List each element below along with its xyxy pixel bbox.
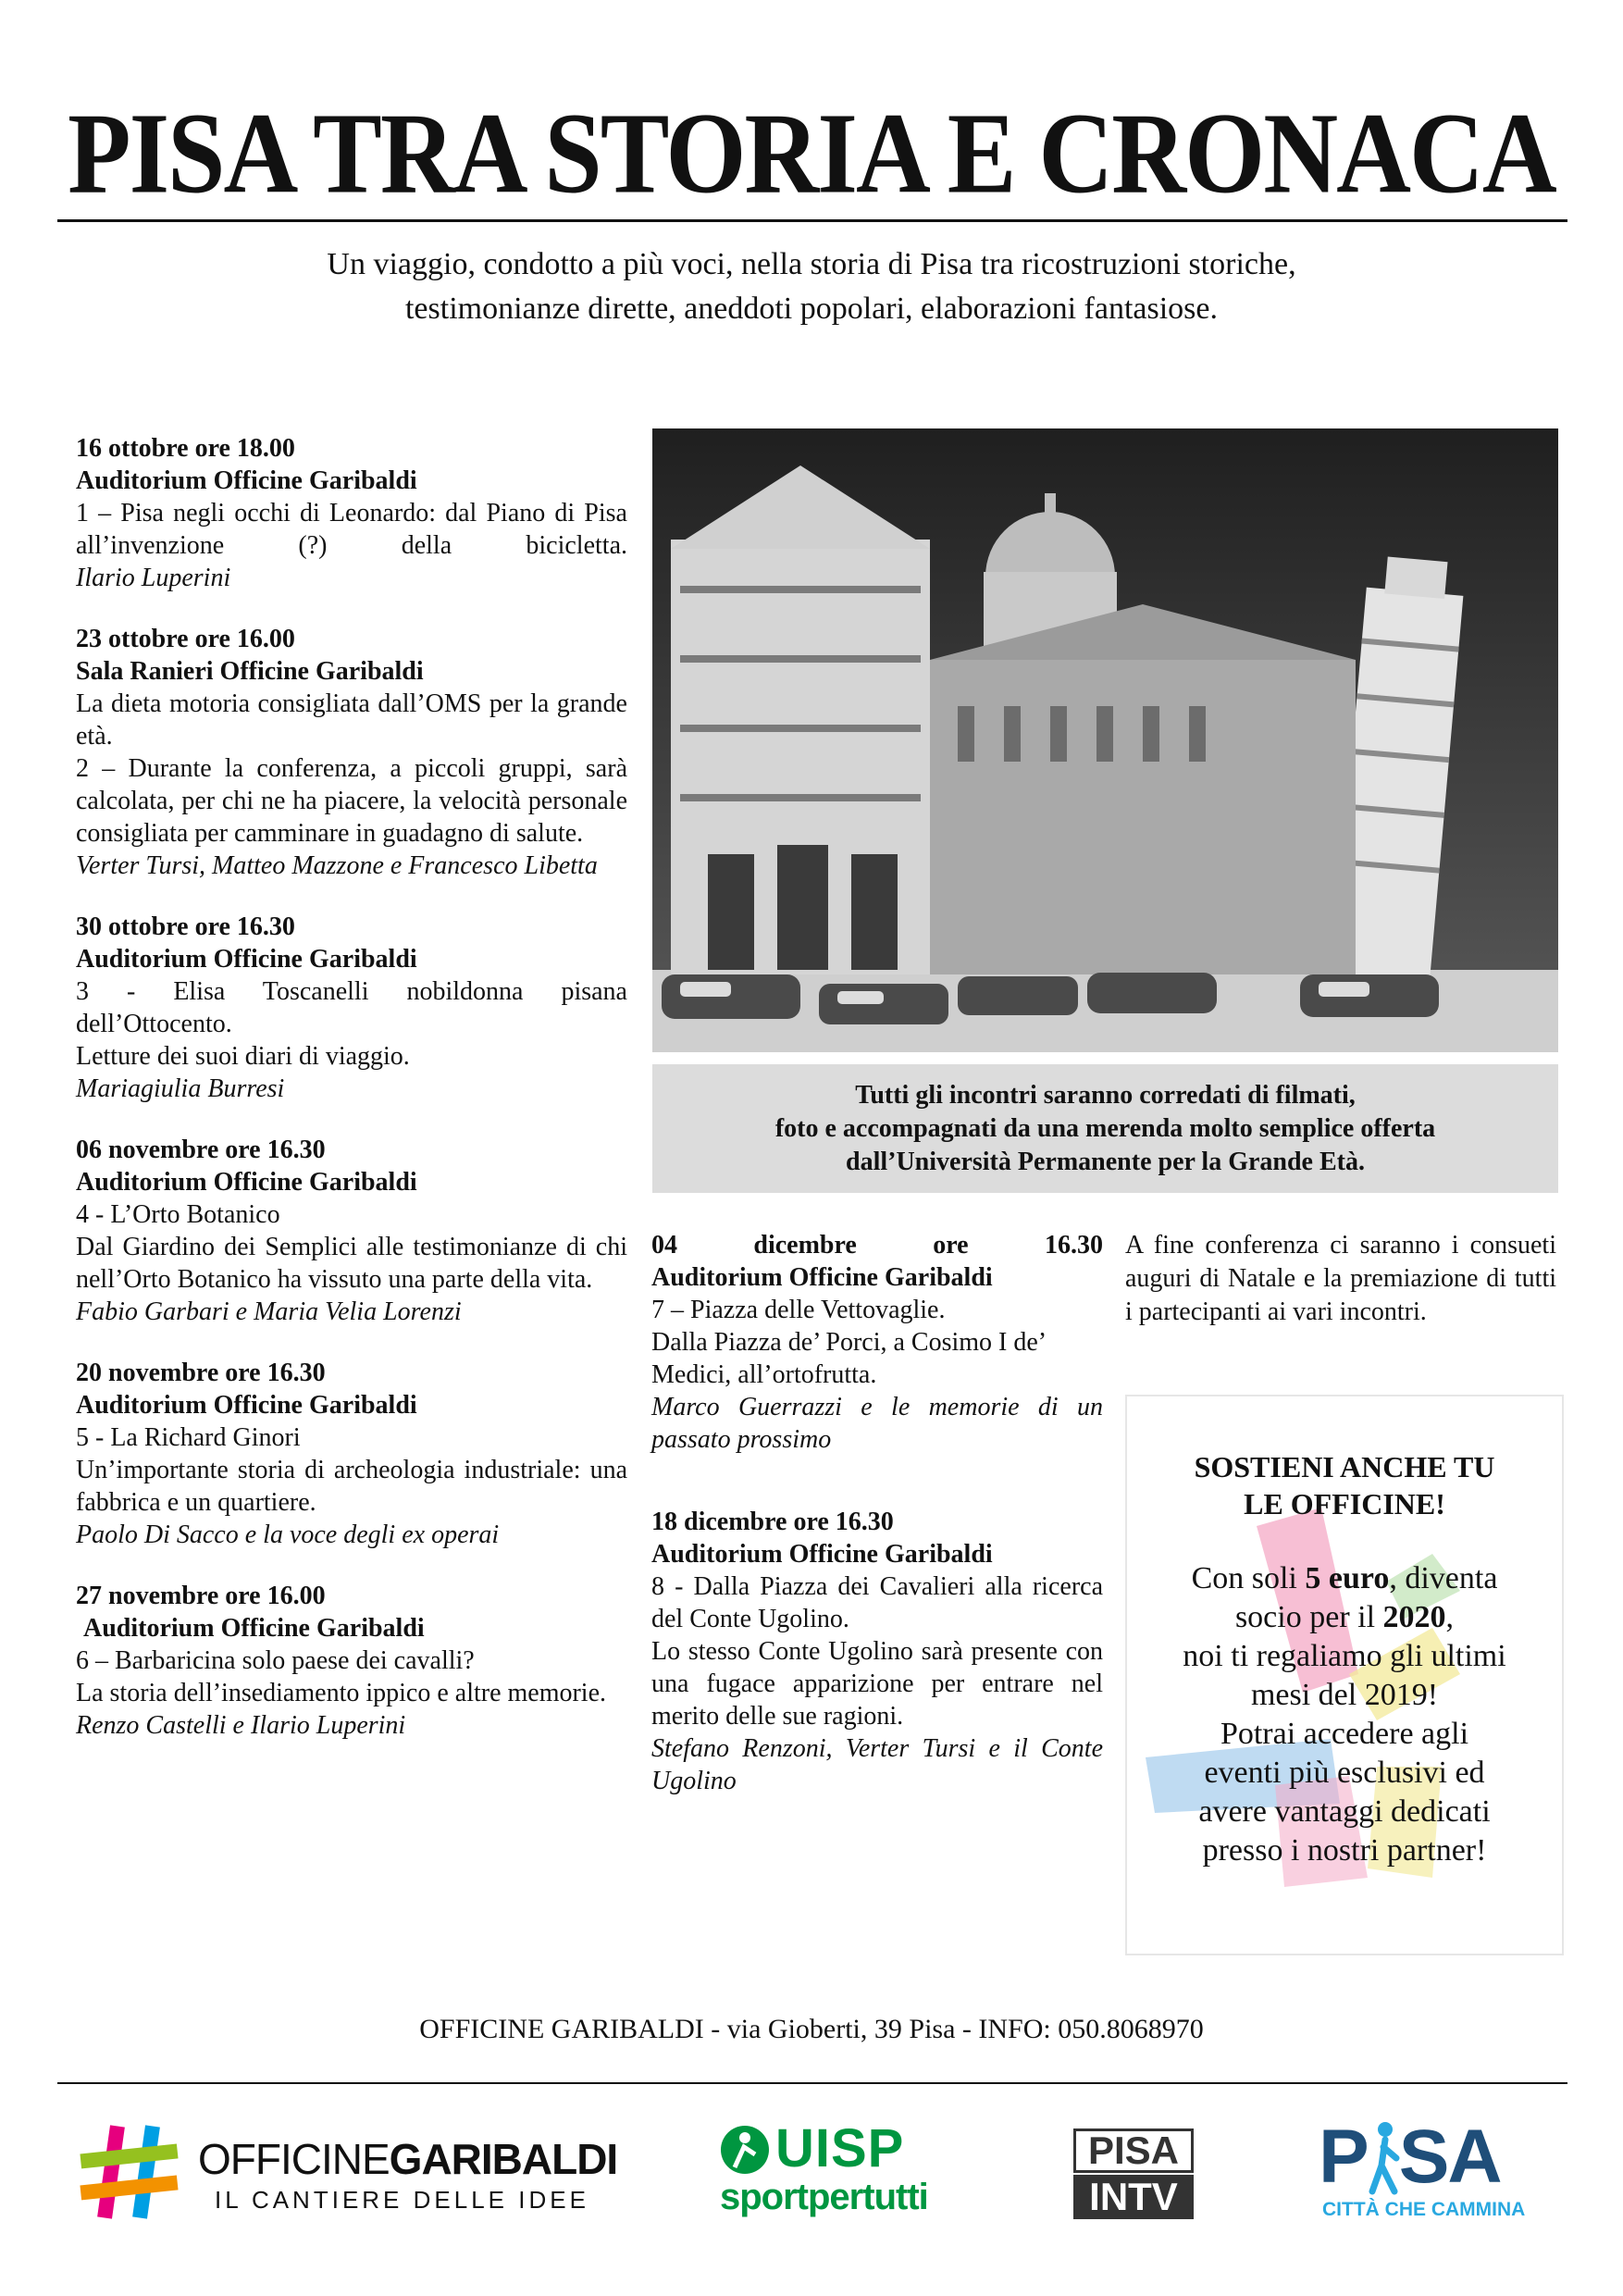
pisa-letter-p: P <box>1319 2115 1368 2199</box>
uisp-tagline: sportpertutti <box>720 2177 928 2217</box>
event-venue: Auditorium Officine Garibaldi <box>76 466 417 495</box>
pisa-tagline: CITTÀ CHE CAMMINA <box>1322 2199 1526 2220</box>
support-member-line <box>1127 1598 1562 1637</box>
subtitle-line: Un viaggio, condotto a più voci, nella storia di Pisa tra ricostruzioni storiche, <box>327 247 1296 281</box>
support-offer-line <box>1127 1559 1562 1598</box>
event-description: 2 – Durante la conferenza, a piccoli gruppi, sarà calcolata, per chi ne ha piacere, la velocità personale consigliata per camminare in guadagno di salute. <box>76 754 627 848</box>
christmas-note: A fine conferenza ci saranno i consueti auguri di Natale e la premiazione di tutti i partecipanti ai vari incontri. <box>1125 1231 1556 1326</box>
event-date: 04 dicembre ore 16.30 <box>651 1231 1103 1260</box>
event-6 <box>76 1580 627 1742</box>
subtitle <box>93 242 1530 331</box>
event-speakers: Stefano Renzoni, Verter Tursi e il Conte Ugolino <box>651 1734 1103 1795</box>
uisp-runner-icon <box>718 2123 772 2177</box>
event-venue: Auditorium Officine Garibaldi <box>83 1614 425 1643</box>
event-date: 23 ottobre ore 16.00 <box>76 625 295 653</box>
caption-line: foto e accompagnati da una merenda molto semplice offerta <box>774 1113 1436 1143</box>
uisp-logo <box>718 2119 959 2221</box>
event-date: 20 novembre ore 16.30 <box>76 1359 326 1387</box>
event-venue: Sala Ranieri Officine Garibaldi <box>76 657 424 686</box>
event-description: 5 - La Richard Ginori <box>76 1423 301 1452</box>
walking-person-icon <box>1367 2121 1404 2195</box>
event-description: 4 - L’Orto Botanico <box>76 1200 280 1229</box>
uisp-name: UISP <box>775 2118 905 2178</box>
support-text: socio per il <box>1234 1600 1383 1634</box>
pisa-wordmark <box>1319 2114 1501 2201</box>
event-description: La dieta motoria consigliata dall’OMS per la grande età. <box>76 689 627 751</box>
event-date: 06 novembre ore 16.30 <box>76 1136 326 1164</box>
officine-tagline: IL CANTIERE DELLE IDEE <box>215 2186 589 2214</box>
footer-divider <box>57 2082 1567 2084</box>
support-line: avere vantaggi dedicati <box>1198 1794 1491 1829</box>
event-description: Dalla Piazza de’ Porci, a Cosimo I de’ Medici, all’ortofrutta. <box>651 1328 1046 1389</box>
support-year: 2020 <box>1382 1600 1446 1634</box>
officine-light: OFFICINE <box>198 2135 390 2183</box>
event-date: 18 dicembre ore 16.30 <box>651 1508 894 1536</box>
event-speakers: Paolo Di Sacco e la voce degli ex operai <box>76 1520 500 1549</box>
support-body <box>1127 1559 1562 1870</box>
event-5 <box>76 1357 627 1551</box>
support-heading-line: SOSTIENI ANCHE TU <box>1194 1450 1495 1483</box>
officine-bold: GARIBALDI <box>389 2135 618 2183</box>
hashtag-icon <box>76 2121 187 2223</box>
footer-address: OFFICINE GARIBALDI - via Gioberti, 39 Pisa - INFO: 050.8068970 <box>419 2014 1204 2044</box>
event-description: Un’importante storia di archeologia industriale: una fabbrica e un quartiere. <box>76 1456 627 1517</box>
event-venue: Auditorium Officine Garibaldi <box>651 1263 993 1292</box>
events-left-column <box>76 432 627 1770</box>
pisa-citta-che-cammina-logo <box>1319 2115 1526 2226</box>
support-price: 5 euro <box>1305 1561 1390 1595</box>
event-description: Letture dei suoi diari di viaggio. <box>76 1042 410 1071</box>
support-text: Con soli <box>1191 1561 1306 1595</box>
support-box <box>1125 1395 1564 1955</box>
event-speakers: Mariagiulia Burresi <box>76 1074 285 1103</box>
pisa-letters-sa: SA <box>1398 2115 1501 2199</box>
photo-caption <box>652 1064 1558 1193</box>
pisaintv-logo <box>1073 2128 1194 2219</box>
event-description: 3 - Elisa Toscanelli nobildonna pisana dell’Ottocento. <box>76 977 627 1038</box>
event-venue: Auditorium Officine Garibaldi <box>76 1168 417 1197</box>
event-1 <box>76 432 627 594</box>
event-date: 16 ottobre ore 18.00 <box>76 434 295 463</box>
event-2 <box>76 623 627 882</box>
event-7 <box>651 1229 1103 1456</box>
event-speakers: Marco Guerrazzi e le memorie di un passato prossimo <box>651 1393 1103 1454</box>
event-description: Lo stesso Conte Ugolino sarà presente con una fugace apparizione per entrare nel merito delle sue ragioni. <box>651 1637 1103 1731</box>
support-heading-line: LE OFFICINE! <box>1244 1487 1445 1520</box>
event-speakers: Ilario Luperini <box>76 564 231 592</box>
officine-wordmark <box>198 2134 617 2184</box>
event-date: 27 novembre ore 16.00 <box>76 1582 326 1610</box>
event-speakers: Verter Tursi, Matteo Mazzone e Francesco Libetta <box>76 851 598 880</box>
event-description: 1 – Pisa negli occhi di Leonardo: dal Piano di Pisa all’invenzione (?) della bicicletta. <box>76 499 627 560</box>
event-venue: Auditorium Officine Garibaldi <box>76 1391 417 1420</box>
subtitle-line: testimonianze dirette, aneddoti popolari, elaborazioni fantasiose. <box>404 292 1219 326</box>
pisaintv-top: PISA <box>1073 2128 1194 2173</box>
event-4 <box>76 1134 627 1328</box>
event-speakers: Fabio Garbari e Maria Velia Lorenzi <box>76 1297 462 1326</box>
event-description: 6 – Barbaricina solo paese dei cavalli? <box>76 1646 475 1675</box>
event-description: Dal Giardino dei Semplici alle testimonianze di chi nell’Orto Botanico ha vissuto una parte della vita. <box>76 1233 627 1294</box>
event-venue: Auditorium Officine Garibaldi <box>651 1540 993 1569</box>
event-description: 7 – Piazza delle Vettovaglie. <box>651 1296 946 1324</box>
event-description: La storia dell’insediamento ippico e altre memorie. <box>76 1679 607 1707</box>
support-line: noi ti regaliamo gli ultimi <box>1183 1639 1506 1673</box>
support-line: Potrai accedere agli <box>1220 1717 1469 1751</box>
support-text: , diventa <box>1389 1561 1498 1595</box>
support-line: presso i nostri partner! <box>1202 1833 1487 1868</box>
support-heading <box>1127 1448 1562 1522</box>
officine-garibaldi-logo <box>76 2121 618 2223</box>
cathedral-photo-image <box>652 428 1558 1052</box>
cathedral-photo <box>652 428 1558 1052</box>
page-title: PISA TRA STORIA E CRONACA <box>68 89 1555 218</box>
support-text: , <box>1445 1600 1455 1634</box>
caption-line: Tutti gli incontri saranno corredati di filmati, <box>855 1080 1356 1110</box>
event-description: 8 - Dalla Piazza dei Cavalieri alla ricerca del Conte Ugolino. <box>651 1572 1103 1633</box>
event-speakers: Renzo Castelli e Ilario Luperini <box>76 1711 406 1740</box>
event-venue: Auditorium Officine Garibaldi <box>76 945 417 974</box>
caption-line: dall’Università Permanente per la Grande Età. <box>846 1147 1365 1176</box>
support-line: eventi più esclusivi ed <box>1204 1756 1485 1790</box>
event-8 <box>651 1506 1103 1797</box>
events-middle-column <box>651 1229 1103 1826</box>
event-3 <box>76 911 627 1105</box>
event-date: 30 ottobre ore 16.30 <box>76 912 295 941</box>
title-divider <box>57 219 1567 222</box>
pisaintv-bottom: INTV <box>1073 2175 1194 2219</box>
support-line: mesi del 2019! <box>1250 1678 1439 1712</box>
